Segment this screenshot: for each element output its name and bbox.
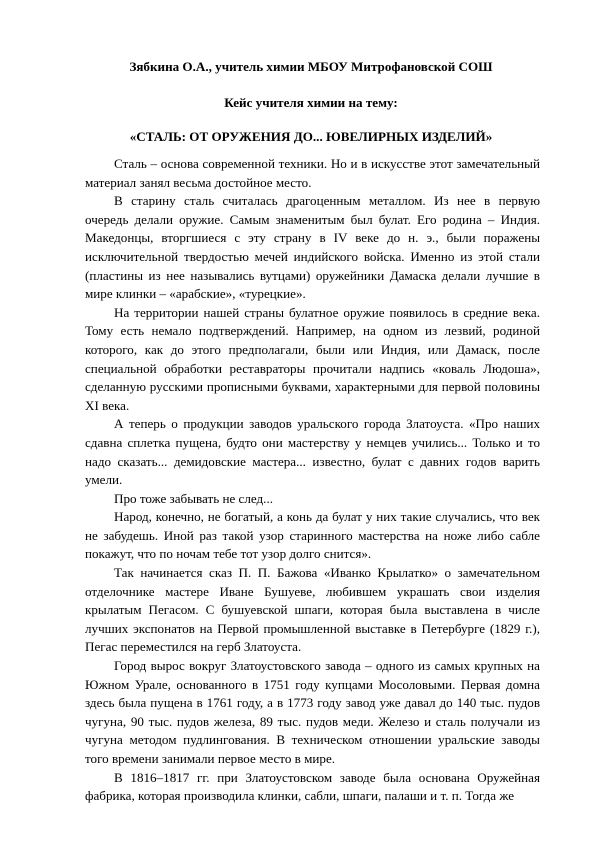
paragraph: Так начинается сказ П. П. Бажова «Иванко Крылатко» о замечательном отделочнике мастере Иване Бушуеве, любившем украшать свои изделия крылатым Пегасом. С бушуевской шпаги, которая была выставлена в числе лучших экспонатов на Первой промышленной выставке в Петербурге (1829 г.), Пегас переместился на герб Златоуста. — [85, 565, 540, 655]
paragraph: В 1816–1817 гг. при Златоустовском заводе была основана Оружейная фабрика, которая производила клинки, сабли, шпаги, палаши и т. п. Тогда же — [85, 769, 540, 804]
paragraph: Сталь – основа современной техники. Но и в искусстве этот замечательный материал занял весьма достойное место. — [85, 156, 540, 190]
document-subtitle: Кейс учителя химии на тему: — [224, 95, 398, 110]
paragraph: Про тоже забывать не след... — [114, 490, 274, 506]
paragraph: В старину сталь считалась драгоценным металлом. Из нее в первую очередь делали оружие. Самым знаменитым был булат. Его родина – Индия. Македонцы, вторгшиеся с эту страну в IV веке до н. э., были поражены исключительной твердостью мечей индийского войска. Именно из этой стали (пластины из нее назывались вутцами) оружейники Дамаска делали лучшие в мире клинки – «арабские», «турецкие». — [85, 193, 540, 302]
document-body — [85, 155, 540, 806]
paragraph: Народ, конечно, не богатый, а конь да булат у них такие случались, что век не забудешь. Иной раз такой узор старинного мастерства на ноже либо сабле покажут, что по ночам тебе тот узор долго снится». — [85, 509, 540, 562]
document-title: «СТАЛЬ: ОТ ОРУЖЕНИЯ ДО... ЮВЕЛИРНЫХ ИЗДЕЛИЙ» — [129, 129, 493, 144]
paragraph: Город вырос вокруг Златоустовского завода – одного из самых крупных на Южном Урале, основанного в 1751 году купцами Мосоловыми. Первая домна здесь была пущена в 1761 году, а в 1773 году завод уже давал до 140 тыс. пудов чугуна, 90 тыс. пудов железа, 89 тыс. пудов меди. Железо и сталь получали из чугуна методом пудлингования. В техническом отношении уральские заводы того времени занимали первое место в мире. — [85, 658, 540, 766]
paragraph: А теперь о продукции заводов уральского города Златоуста. «Про наших сдавна сплетка пущена, будто они мастерству у немцев учились... Только и то надо сказать... демидовские мастера... известно, булат с давних годов варить умели. — [85, 416, 540, 488]
paragraph: На территории нашей страны булатное оружие появилось в средние века. Тому есть немало подтверждений. Например, на одном из лезвий, родиной которого, как до этого предполагали, были или Индия, или Дамаск, после специальной обработки реставраторы прочитали надпись «коваль Людоша», сделанную русскими прописными буквами, характерными для первой половины XI века. — [85, 304, 540, 413]
author-line: Зябкина О.А., учитель химии МБОУ Митрофановской СОШ — [129, 59, 493, 74]
